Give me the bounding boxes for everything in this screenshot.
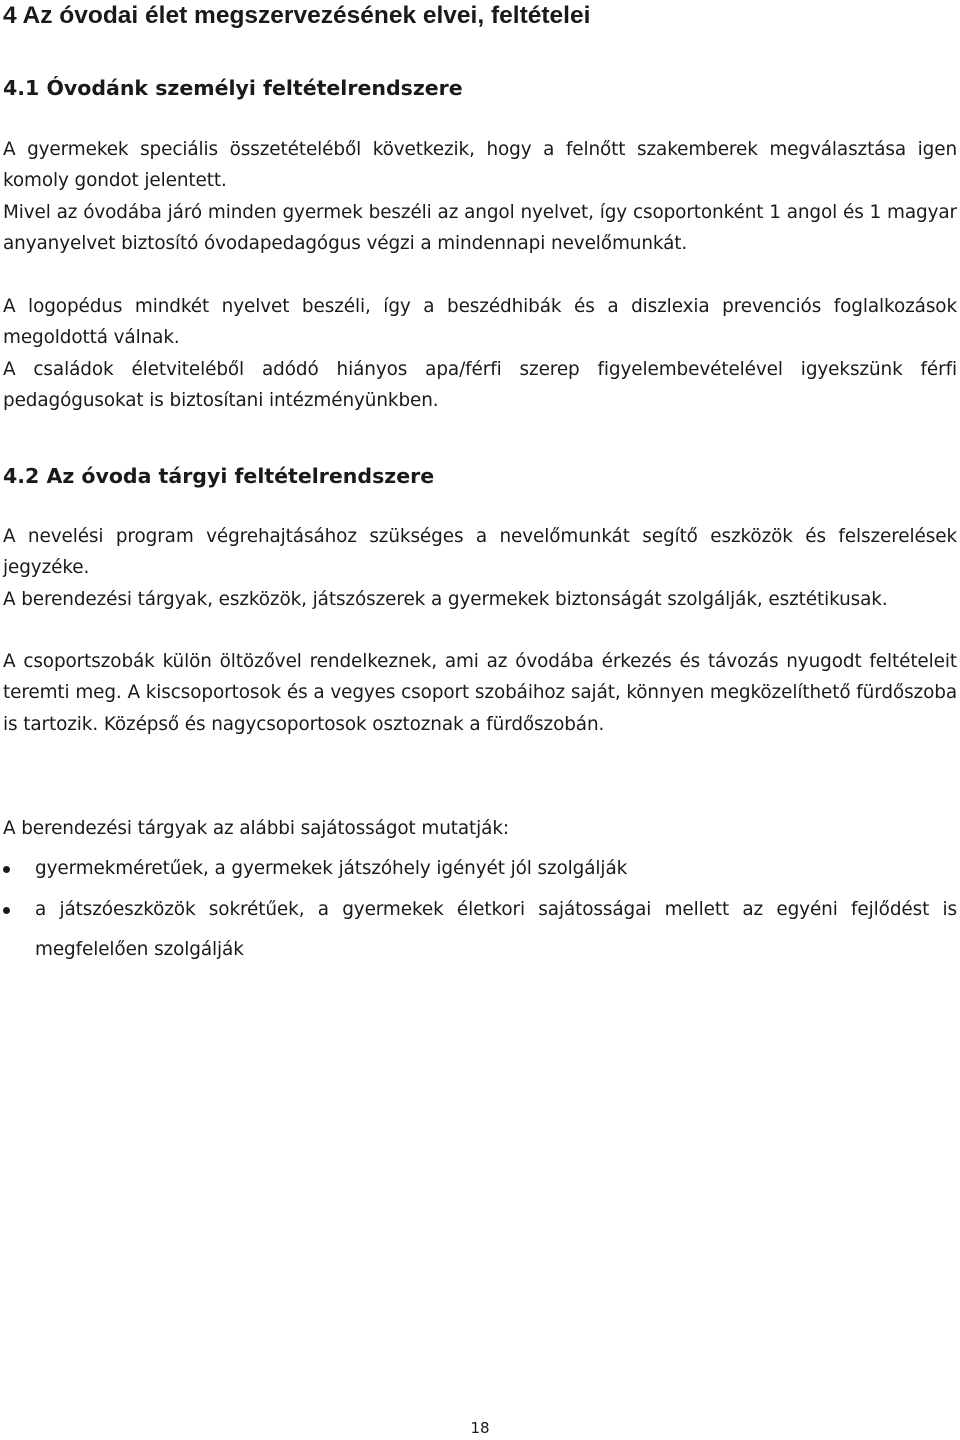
paragraph-male-teachers: A családok életviteléből adódó hiányos apa/férfi szerep figyelembevételével igyekszünk férfi pedagógusokat is biztosítani intézményünkben.: [3, 359, 957, 412]
paragraph-speech-therapist: A logopédus mindkét nyelvet beszéli, így a beszédhibák és a diszlexia prevenciós foglalkozások megoldottá válnak.: [3, 296, 957, 349]
paragraph-rooms: A csoportszobák külön öltözővel rendelkeznek, ami az óvodába érkezés és távozás nyugodt feltételeit teremti meg. A kiscsoportosok és a vegyes csoport szobáihoz saját, könnyen megközelíthető fürdőszoba is tartozik. Középső és nagycsoportosok osztoznak a fürdőszobán.: [3, 651, 957, 735]
list-item: [3, 849, 957, 890]
paragraph-equipment-list: A nevelési program végrehajtásához szükséges a nevelőmunkát segítő eszközök és felszerelések jegyzéke.: [3, 526, 957, 579]
page-number: 18: [470, 1419, 490, 1437]
paragraph-language-teachers: Mivel az óvodába járó minden gyermek beszéli az angol nyelvet, így csoportonként 1 angol és 1 magyar anyanyelvet biztosító óvodapedagógus végzi a mindennapi nevelőmunkát.: [3, 202, 957, 255]
bullet-icon: [3, 907, 10, 914]
section-heading-material: 4.2 Az óvoda tárgyi feltételrendszere: [3, 464, 435, 488]
features-list: [3, 849, 957, 971]
list-item-text: a játszóeszközök sokrétűek, a gyermekek életkori sajátosságai mellett az egyéni fejlődést is megfelelően szolgálják: [35, 898, 957, 960]
bullet-icon: [3, 866, 10, 873]
paragraph-specialists: A gyermekek speciális összetételéből következik, hogy a felnőtt szakemberek megválasztása igen komoly gondot jelentett.: [3, 139, 957, 192]
list-intro: A berendezési tárgyak az alábbi sajátosságot mutatják:: [3, 818, 509, 839]
list-item-text: gyermekméretűek, a gyermekek játszóhely igényét jól szolgálják: [35, 858, 628, 879]
chapter-heading: 4 Az óvodai élet megszervezésének elvei, feltételei: [3, 2, 591, 29]
list-item: [3, 890, 957, 971]
section-heading-personal: 4.1 Óvodánk személyi feltételrendszere: [3, 76, 463, 100]
paragraph-furniture-safety: A berendezési tárgyak, eszközök, játszószerek a gyermekek biztonságát szolgálják, esztétikusak.: [3, 589, 888, 610]
